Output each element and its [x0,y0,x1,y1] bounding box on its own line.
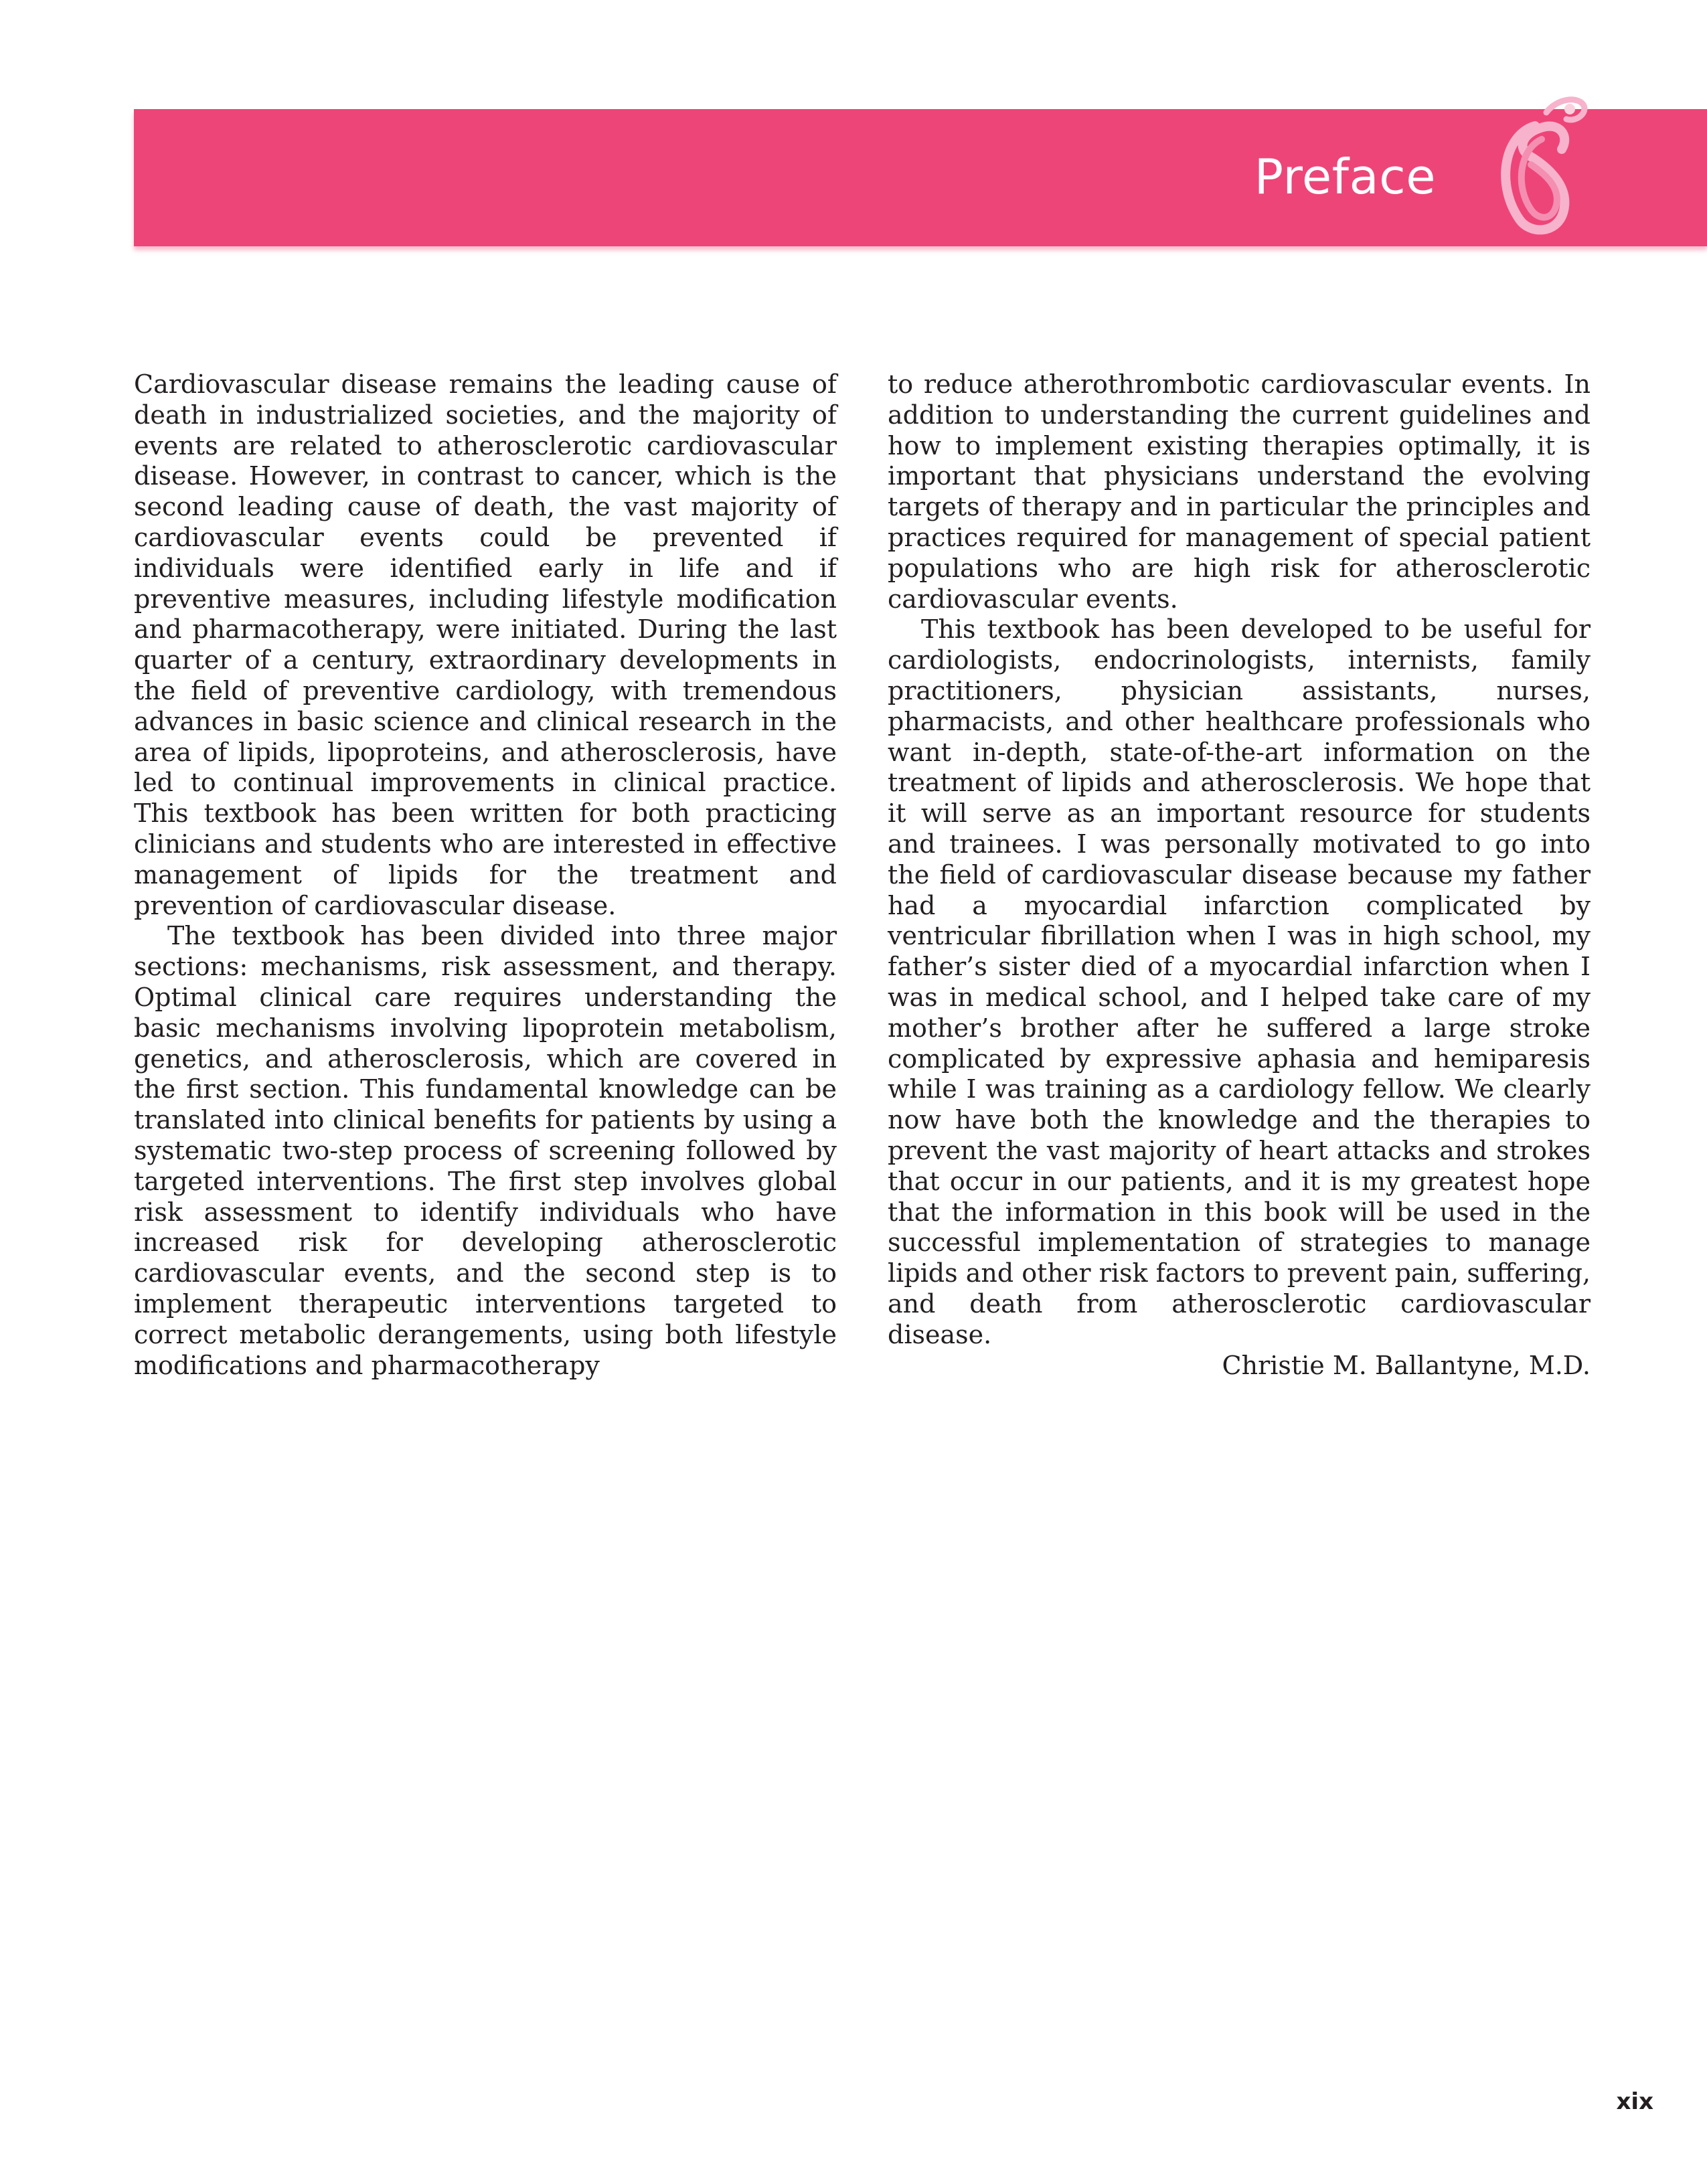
signature: Christie M. Ballantyne, M.D. [1222,1350,1591,1380]
left-column [134,369,837,1381]
body-paragraph: The textbook has been divided into three major sections: mechanisms, risk assessment, and therapy. Optimal clinical care requires understanding the basic mechanisms involving lipoprotein metabolism, genetics, and atherosclerosis, which are covered in the first section. This fundamental knowledge can be translated into clinical benefits for patients by using a systematic two-step process of screening followed by targeted interventions. The first step involves global risk assessment to identify individuals who have increased risk for developing atherosclerotic cardiovascular events, and the second step is to implement therapeutic interventions targeted to correct metabolic derangements, using both lifestyle modifications and pharmacotherapy [134,921,837,1380]
heart-ribbon-logo-icon [1483,86,1590,246]
body-paragraph: Cardiovascular disease remains the leading cause of death in industrialized societies, and the majority of events are related to atherosclerotic cardiovascular disease. However, in contrast to cancer, which is the second leading cause of death, the vast majority of cardiovascular events could be prevented if individuals were identified early in life and if preventive measures, including lifestyle modification and pharmacotherapy, were initiated. During the last quarter of a century, extraordinary developments in the field of preventive cardiology, with tremendous advances in basic science and clinical research in the area of lipids, lipoproteins, and atherosclerosis, have led to continual improvements in clinical practice. This textbook has been written for both practicing clinicians and students who are interested in effective management of lipids for the treatment and prevention of cardiovascular disease. [134,369,837,920]
right-column [888,369,1591,1381]
body-paragraph: to reduce atherothrombotic cardiovascular events. In addition to understanding the current guidelines and how to implement existing therapies optimally, it is important that physicians understand the evolving targets of therapy and in particular the principles and practices required for management of special patient populations who are high risk for atherosclerotic cardiovascular events. [888,369,1591,614]
body-paragraph: This textbook has been developed to be useful for cardiologists, endocrinologists, internists, family practitioners, physician assistants, nurses, pharmacists, and other healthcare professionals who want in-depth, state-of-the-art information on the treatment of lipids and atherosclerosis. We hope that it will serve as an important resource for students and trainees. I was personally motivated to go into the field of cardiovascular disease because my father had a myocardial infarction complicated by ventricular fibrillation when I was in high school, my father’s sister died of a myocardial infarction when I was in medical school, and I helped take care of my mother’s brother after he suffered a large stroke complicated by expressive aphasia and hemiparesis while I was training as a cardiology fellow. We clearly now have both the knowledge and the therapies to prevent the vast majority of heart attacks and strokes that occur in our patients, and it is my greatest hope that the information in this book will be used in the successful implementation of strategies to manage lipids and other risk factors to prevent pain, suffering, and death from atherosclerotic cardiovascular disease. [888,614,1591,1349]
page-number: xix [1616,2088,1653,2115]
header-band [134,109,1707,246]
page-title: Preface [1254,149,1436,205]
